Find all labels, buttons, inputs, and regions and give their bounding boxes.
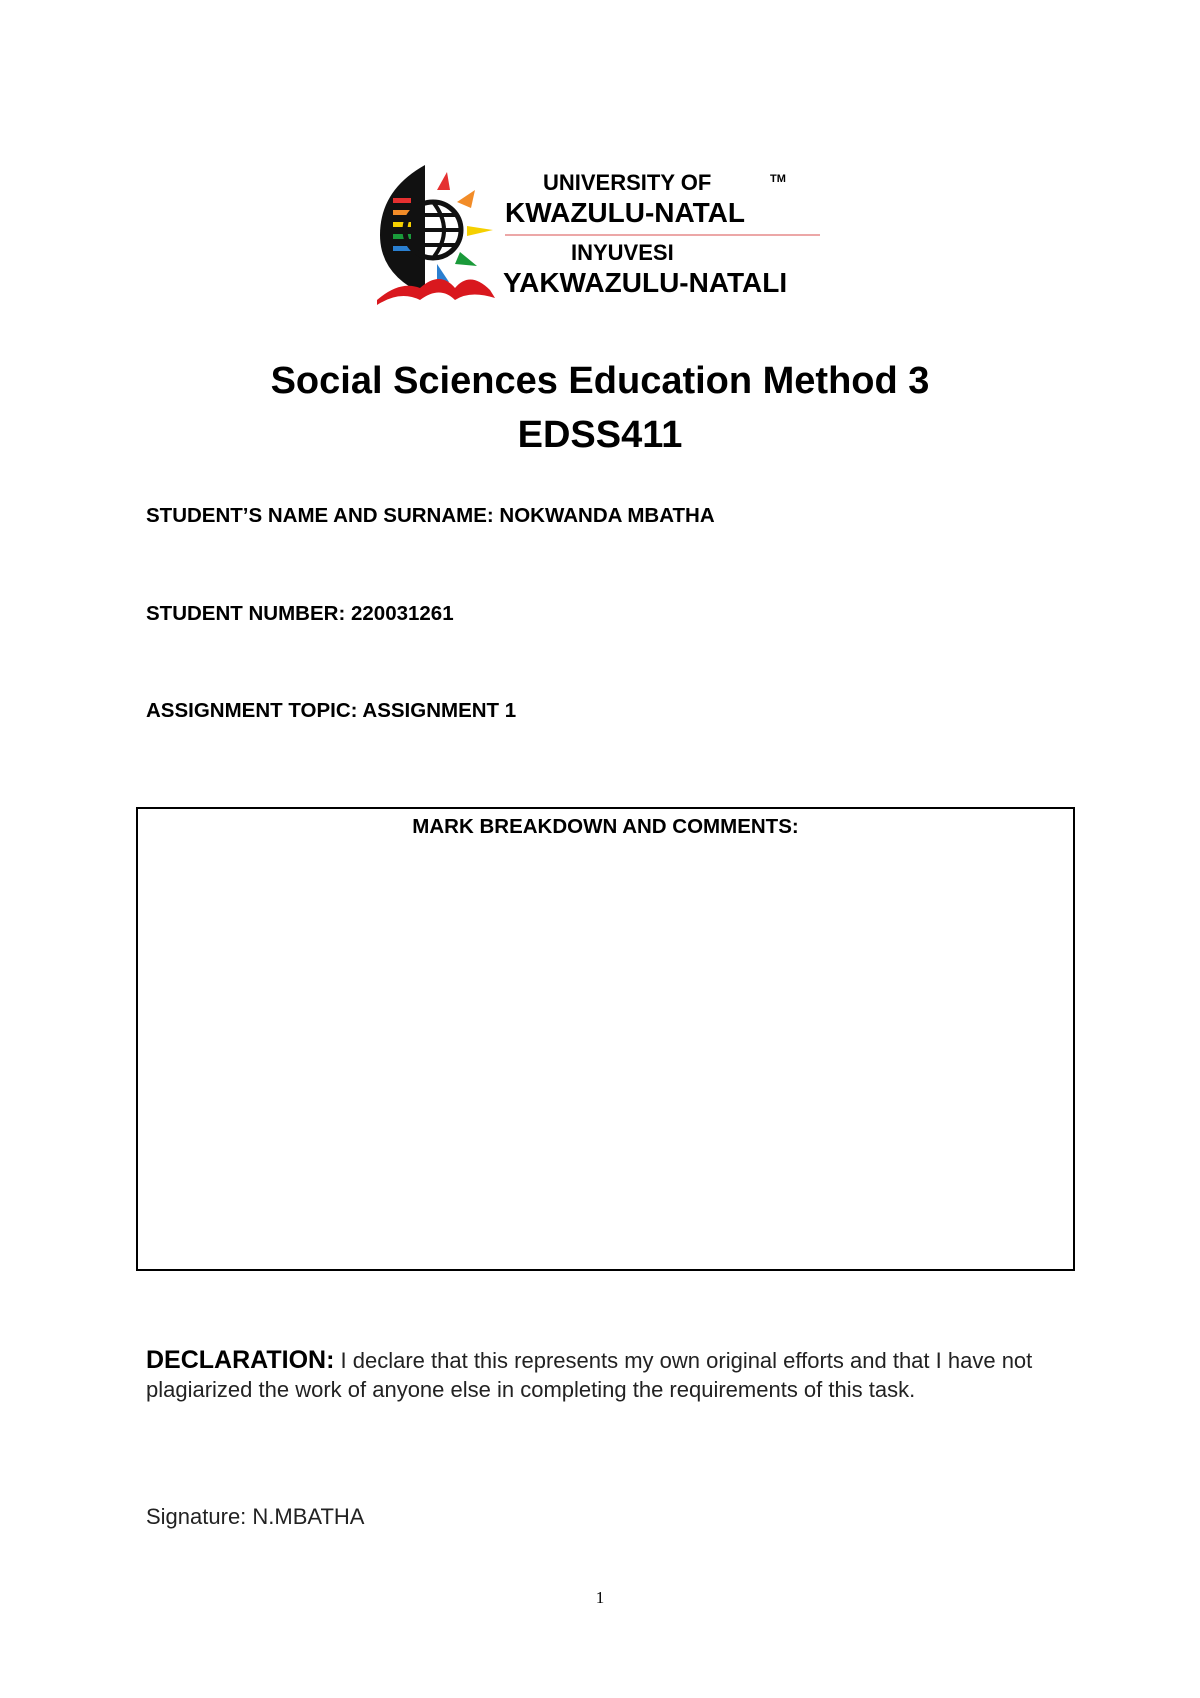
- declaration: [146, 1346, 1076, 1404]
- mark-breakdown-box: [136, 807, 1075, 1271]
- assignment-topic: ASSIGNMENT TOPIC: ASSIGNMENT 1: [146, 699, 517, 722]
- page-number: 1: [595, 1588, 605, 1607]
- logo-line4: YAKWAZULU-NATALI: [503, 267, 788, 298]
- logo-line3: INYUVESI: [571, 240, 674, 265]
- signature: Signature: N.MBATHA: [146, 1504, 365, 1529]
- course-title: Social Sciences Education Method 3: [270, 360, 930, 402]
- mark-breakdown-heading: MARK BREAKDOWN AND COMMENTS:: [412, 815, 799, 838]
- university-logo: [375, 160, 825, 310]
- student-number: STUDENT NUMBER: 220031261: [146, 602, 454, 625]
- student-name: STUDENT’S NAME AND SURNAME: NOKWANDA MBATHA: [146, 504, 715, 527]
- declaration-text: I declare that this represents my own original efforts and that I have not plagiarized the work of anyone else in completing the requirements of this task.: [146, 1348, 1033, 1402]
- declaration-label: DECLARATION:: [146, 1346, 335, 1374]
- logo-tm: TM: [770, 173, 786, 185]
- logo-line1: UNIVERSITY OF: [543, 170, 712, 195]
- course-code: EDSS411: [517, 414, 683, 456]
- logo-line2: KWAZULU-NATAL: [505, 197, 746, 228]
